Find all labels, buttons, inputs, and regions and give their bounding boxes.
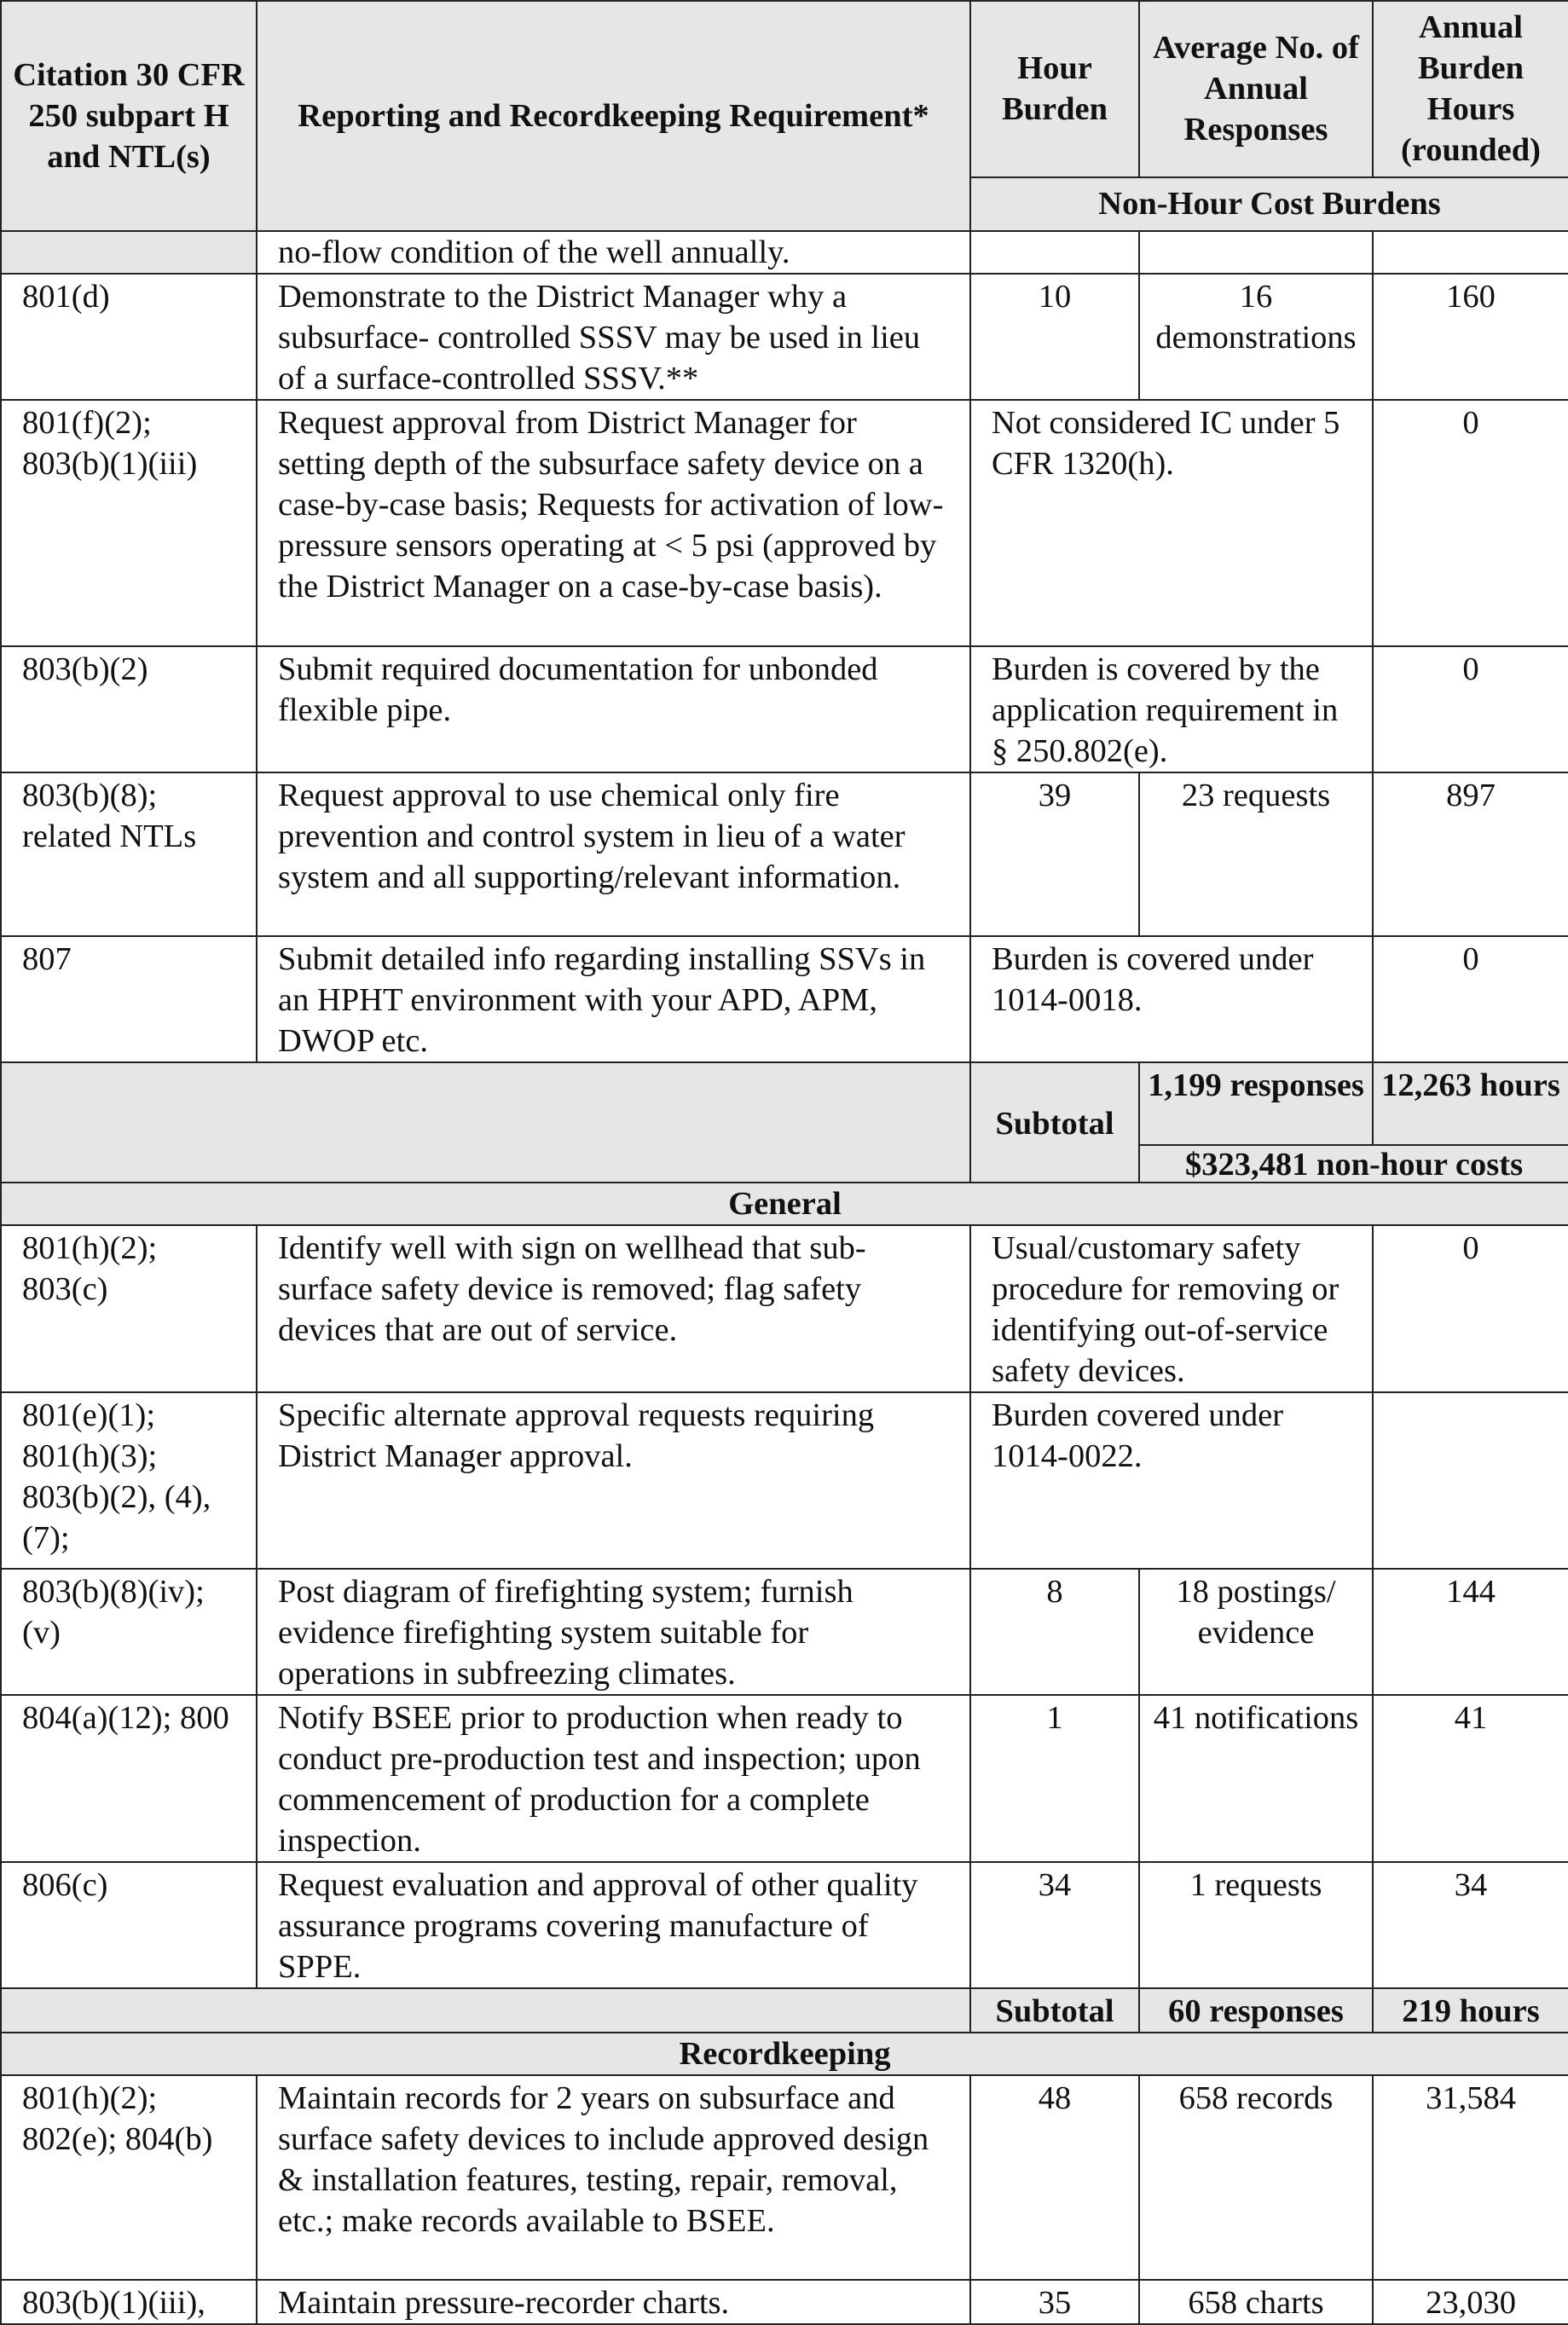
requirement-cell: Demonstrate to the District Manager why a subsurface- controlled SSSV may be used in lieu of a surface-controlled SSSV.** [257, 274, 970, 400]
responses-cell: 658 charts [1139, 2280, 1373, 2324]
requirement-cell: Post diagram of firefighting system; furnish evidence firefighting system suitable for operations in subfreezing climates. [257, 1569, 970, 1695]
annual-cell: 0 [1373, 936, 1568, 1062]
requirement-cell: Identify well with sign on wellhead that sub-surface safety device is removed; flag safety devices that are out of service. [257, 1225, 970, 1392]
table-row [1, 2075, 1568, 2280]
header-non-hour-cost: Non-Hour Cost Burdens [970, 177, 1568, 231]
requirement-cell: Request approval to use chemical only fire prevention and control system in lieu of a water system and all supporting/relevant information. [257, 772, 970, 936]
annual-cell: 23,030 [1373, 2280, 1568, 2324]
requirement-cell: no-flow condition of the well annually. [257, 231, 970, 274]
burden-note: Burden is covered under 1014-0018. [970, 936, 1373, 1062]
hour-cell: 1 [970, 1695, 1139, 1862]
header-requirement: Reporting and Recordkeeping Requirement* [257, 1, 970, 231]
burden-note: Usual/customary safety procedure for removing or identifying out-of-service safety devices. [970, 1225, 1373, 1392]
citation-cell: 803(b)(2) [1, 646, 257, 772]
hour-cell: 35 [970, 2280, 1139, 2324]
hour-cell [970, 231, 1139, 274]
table-row [1, 2280, 1568, 2324]
responses-cell: 658 records [1139, 2075, 1373, 2280]
requirement-cell: Request approval from District Manager for setting depth of the subsurface safety device on a case-by-case basis; Requests for activation of low-pressure sensors operating at < 5 psi (approved by the District Manager on a case-by-case basis). [257, 400, 970, 646]
section-header [1, 1183, 1568, 1225]
citation-cell: 806(c) [1, 1862, 257, 1988]
table-row [1, 400, 1568, 646]
requirement-cell: Maintain records for 2 years on subsurface and surface safety devices to include approved design & installation features, testing, repair, removal, etc.; make records available to BSEE. [257, 2075, 970, 2280]
annual-cell: 0 [1373, 1225, 1568, 1392]
subtotal-hours: 219 hours [1373, 1988, 1568, 2033]
responses-cell [1139, 231, 1373, 274]
citation-cell: 803(b)(1)(iii), [1, 2280, 257, 2324]
section-header [1, 2033, 1568, 2075]
annual-cell [1373, 231, 1568, 274]
table-row [1, 231, 1568, 274]
header-annual-hours: Annual Burden Hours (rounded) [1373, 1, 1568, 177]
burden-note: Burden is covered by the application requirement in § 250.802(e). [970, 646, 1373, 772]
subtotal-row [1, 1988, 1568, 2033]
citation-cell: 801(e)(1); 801(h)(3); 803(b)(2), (4), (7); [1, 1392, 257, 1569]
subtotal-non-hour-cost: $323,481 non-hour costs [1139, 1145, 1568, 1183]
table-row [1, 936, 1568, 1062]
annual-cell: 34 [1373, 1862, 1568, 1988]
annual-cell: 897 [1373, 772, 1568, 936]
subtotal-label: Subtotal [970, 1062, 1139, 1183]
requirement-cell: Submit required documentation for unbonded flexible pipe. [257, 646, 970, 772]
citation-cell: 804(a)(12); 800 [1, 1695, 257, 1862]
subtotal-responses: 1,199 responses [1139, 1062, 1373, 1145]
burden-note: Not considered IC under 5 CFR 1320(h). [970, 400, 1373, 646]
citation-cell: 803(b)(8); related NTLs [1, 772, 257, 936]
citation-cell [1, 231, 257, 274]
section-title-recordkeeping: Recordkeeping [1, 2033, 1568, 2075]
responses-cell: 16 demonstrations [1139, 274, 1373, 400]
annual-cell: 144 [1373, 1569, 1568, 1695]
citation-cell: 801(h)(2); 803(c) [1, 1225, 257, 1392]
citation-cell: 801(d) [1, 274, 257, 400]
requirement-cell: Specific alternate approval requests requiring District Manager approval. [257, 1392, 970, 1569]
responses-cell: 23 requests [1139, 772, 1373, 936]
requirement-cell: Maintain pressure-recorder charts. [257, 2280, 970, 2324]
table-row [1, 1569, 1568, 1695]
citation-cell: 801(f)(2); 803(b)(1)(iii) [1, 400, 257, 646]
table-row [1, 772, 1568, 936]
responses-cell: 18 postings/ evidence [1139, 1569, 1373, 1695]
annual-cell: 160 [1373, 274, 1568, 400]
responses-cell: 1 requests [1139, 1862, 1373, 1988]
requirement-cell: Request evaluation and approval of other quality assurance programs covering manufacture of SPPE. [257, 1862, 970, 1988]
table-row [1, 1695, 1568, 1862]
table-row [1, 1225, 1568, 1392]
hour-cell: 10 [970, 274, 1139, 400]
annual-cell: 0 [1373, 646, 1568, 772]
subtotal-hours: 12,263 hours [1373, 1062, 1568, 1145]
hour-cell: 34 [970, 1862, 1139, 1988]
requirement-cell: Notify BSEE prior to production when ready to conduct pre-production test and inspection; upon commencement of production for a complete inspection. [257, 1695, 970, 1862]
header-avg-responses: Average No. of Annual Responses [1139, 1, 1373, 177]
citation-cell: 807 [1, 936, 257, 1062]
responses-cell: 41 notifications [1139, 1695, 1373, 1862]
annual-cell: 41 [1373, 1695, 1568, 1862]
header-hour-burden: Hour Burden [970, 1, 1139, 177]
header-citation: Citation 30 CFR 250 subpart H and NTL(s) [1, 1, 257, 231]
table-row [1, 1392, 1568, 1569]
citation-cell: 801(h)(2); 802(e); 804(b) [1, 2075, 257, 2280]
hour-cell: 8 [970, 1569, 1139, 1695]
annual-cell [1373, 1392, 1568, 1569]
annual-cell: 0 [1373, 400, 1568, 646]
table-row [1, 274, 1568, 400]
annual-cell: 31,584 [1373, 2075, 1568, 2280]
citation-cell: 803(b)(8)(iv); (v) [1, 1569, 257, 1695]
subtotal-responses: 60 responses [1139, 1988, 1373, 2033]
subtotal-label: Subtotal [970, 1988, 1139, 2033]
hour-cell: 48 [970, 2075, 1139, 2280]
burden-note: Burden covered under 1014-0022. [970, 1392, 1373, 1569]
subtotal-spacer [1, 1062, 970, 1183]
subtotal-spacer [1, 1988, 970, 2033]
requirement-cell: Submit detailed info regarding installing SSVs in an HPHT environment with your APD, APM, DWOP etc. [257, 936, 970, 1062]
table-row [1, 1862, 1568, 1988]
table-row [1, 646, 1568, 772]
section-title-general: General [1, 1183, 1568, 1225]
subtotal-row [1, 1062, 1568, 1145]
hour-cell: 39 [970, 772, 1139, 936]
